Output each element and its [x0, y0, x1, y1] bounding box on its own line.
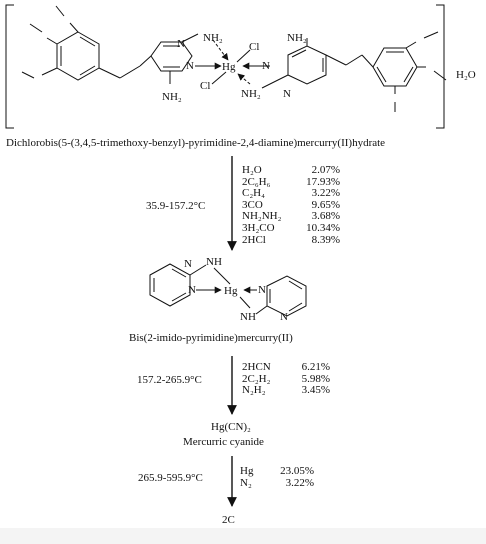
- right-trimethoxyphenyl-ring: [362, 32, 446, 112]
- atom-nh-top: NH: [206, 256, 222, 268]
- atom-nh2-top-right: NH₂: [287, 32, 307, 44]
- fragments-step-3: [240, 466, 253, 489]
- percent: 3.22%: [311, 187, 340, 200]
- percent: 23.05%: [280, 465, 314, 477]
- atom-n-ring-right: N: [283, 88, 291, 100]
- right-pyrimidine-ring: [262, 38, 362, 88]
- fragment: 2HCl: [242, 233, 266, 246]
- hydrate-label: H₂O: [456, 69, 476, 81]
- fragment: N₂: [240, 476, 252, 489]
- intermediate-2-name: Mercurric cyanide: [183, 436, 264, 448]
- intermediate-2-formula: Hg(CN)₂: [211, 421, 251, 433]
- atom-hg-center: Hg: [222, 61, 236, 73]
- atom-n-right: N: [258, 284, 266, 296]
- compound-name: Dichlorobis(5-(3,4,5-trimethoxy-benzyl)-pyrimidine-2,4-diamine)mercurry(II)hydrate: [6, 137, 386, 149]
- percent: 17.93%: [306, 175, 340, 188]
- atom-cl-bottom: Cl: [200, 80, 211, 92]
- fragment: 3CO: [242, 198, 263, 211]
- percents-step-3: [266, 466, 314, 489]
- intermediate-1-name: Bis(2-imido-pyrimidine)mercurry(II): [129, 332, 293, 344]
- atom-cl-top: Cl: [249, 41, 260, 53]
- percent: 3.45%: [301, 384, 330, 397]
- fragment: 2C₂H₂: [242, 372, 271, 385]
- left-pyrimidine-ring: [140, 34, 198, 84]
- fragment: C₂H₄: [242, 187, 265, 200]
- bottom-band: [0, 528, 486, 544]
- fragments-step-1: [242, 165, 281, 246]
- atom-nh2-top-left: NH₂: [203, 32, 223, 44]
- fragment: 2HCN: [242, 361, 271, 373]
- temp-range-step-1: 35.9-157.2°C: [146, 200, 206, 212]
- atom-n-right: N: [262, 60, 270, 72]
- final-residue: 2C: [222, 514, 235, 526]
- fragments-step-2: [242, 362, 271, 397]
- percent: 2.07%: [311, 164, 340, 176]
- intermediate-right-pyrimidine-ring: [256, 276, 306, 316]
- percent: 6.21%: [301, 361, 330, 373]
- bracket-left: [6, 5, 14, 128]
- percent: 9.65%: [311, 198, 340, 211]
- percent: 5.98%: [301, 372, 330, 385]
- percent: 3.22%: [285, 476, 314, 489]
- fragment: N₂H₂: [242, 384, 266, 397]
- percents-step-2: [282, 362, 330, 397]
- intermediate-left-pyrimidine-ring: [150, 264, 206, 306]
- atom-nh-bottom: NH: [240, 311, 256, 323]
- fragment: NH₂NH₂: [242, 210, 282, 223]
- percent: 10.34%: [306, 221, 340, 234]
- temp-range-step-3: 265.9-595.9°C: [138, 472, 203, 484]
- fragment: Hg: [240, 465, 254, 477]
- bracket-right: [436, 5, 444, 128]
- fragment: 2C₆H₆: [242, 175, 271, 188]
- atom-hg-center: Hg: [224, 285, 238, 297]
- atom-nh2-bottom-left: NH₂: [162, 91, 182, 103]
- atom-n-left: N: [188, 284, 196, 296]
- atom-n-ring-bottom: N: [280, 311, 288, 323]
- percents-step-1: [290, 165, 340, 246]
- atom-nh2-bottom-right: NH₂: [241, 88, 261, 100]
- atom-n-left: N: [186, 60, 194, 72]
- fragment: 3H₂CO: [242, 221, 275, 234]
- atom-n-ring-top: N: [184, 258, 192, 270]
- left-trimethoxyphenyl-ring: [22, 6, 140, 80]
- fragment: H₂O: [242, 164, 262, 176]
- temp-range-step-2: 157.2-265.9°C: [137, 374, 202, 386]
- atom-n-ring-left: N: [177, 38, 185, 50]
- percent: 3.68%: [311, 210, 340, 223]
- percent: 8.39%: [311, 233, 340, 246]
